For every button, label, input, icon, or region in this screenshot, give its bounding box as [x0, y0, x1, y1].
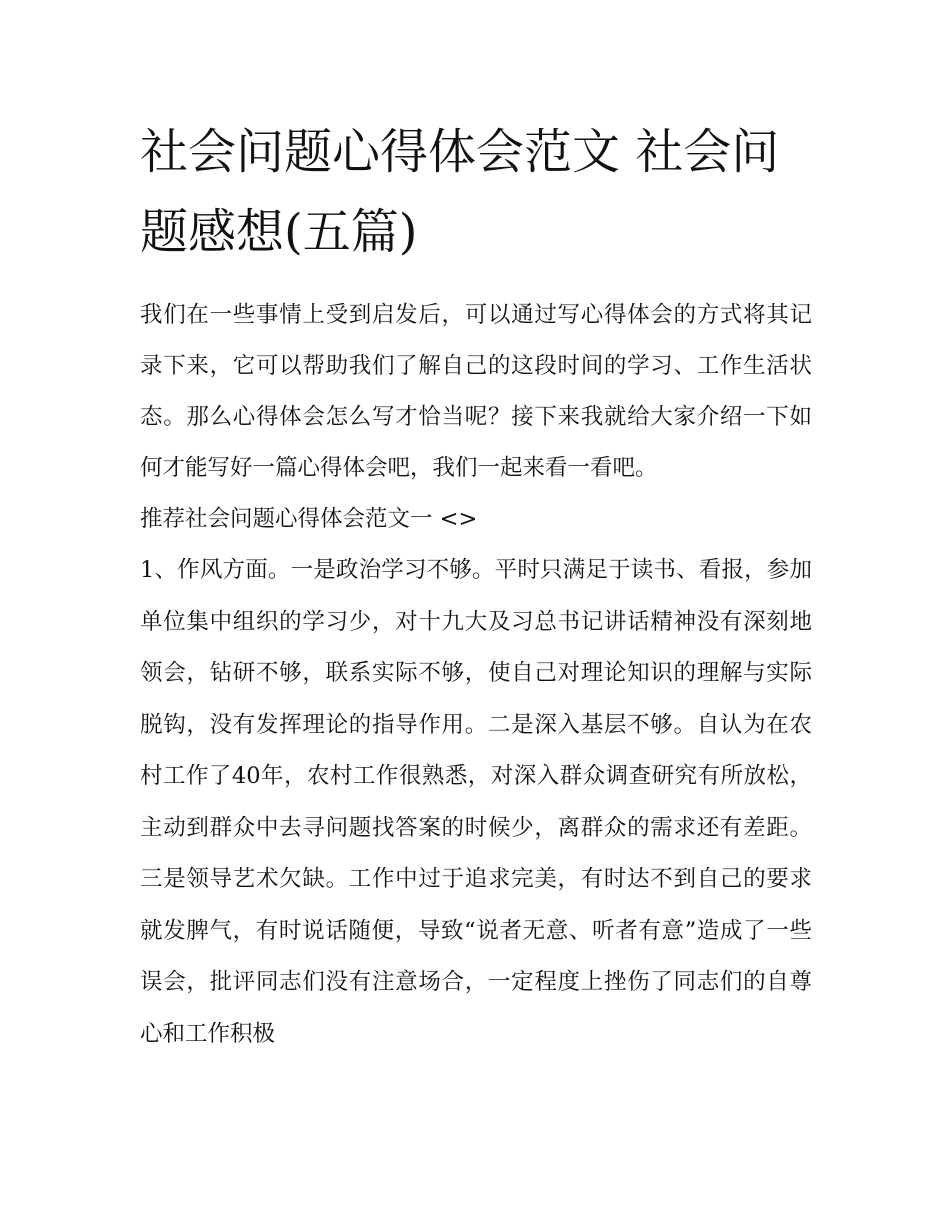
intro-paragraph: 我们在一些事情上受到启发后，可以通过写心得体会的方式将其记录下来，它可以帮助我们了解自己的这段时间的学习、工作生活状态。那么心得体会怎么写才恰当呢？接下来我就给大家介绍一下如何才能写好一篇心得体会吧，我们一起来看一看吧。: [140, 302, 812, 481]
section-heading: 推荐社会问题心得体会范文一 <>: [140, 506, 478, 532]
document-title: 社会问题心得体会范文 社会问题感想(五篇): [140, 124, 780, 260]
document-page: [140, 112, 812, 1060]
section-body-paragraph: 1、作风方面。一是政治学习不够。平时只满足于读书、看报，参加单位集中组织的学习少，对十九大及习总书记讲话精神没有深刻地领会，钻研不够，联系实际不够，使自己对理论知识的理解与实际脱钩，没有发挥理论的指导作用。二是深入基层不够。自认为在农村工作了40年，农村工作很熟悉，对深入群众调查研究有所放松，主动到群众中去寻问题找答案的时候少，离群众的需求还有差距。三是领导艺术欠缺。工作中过于追求完美，有时达不到自己的要求就发脾气，有时说话随便，导致“说者无意、听者有意”造成了一些误会，批评同志们没有注意场合，一定程度上挫伤了同志们的自尊心和工作积极: [140, 557, 812, 1047]
